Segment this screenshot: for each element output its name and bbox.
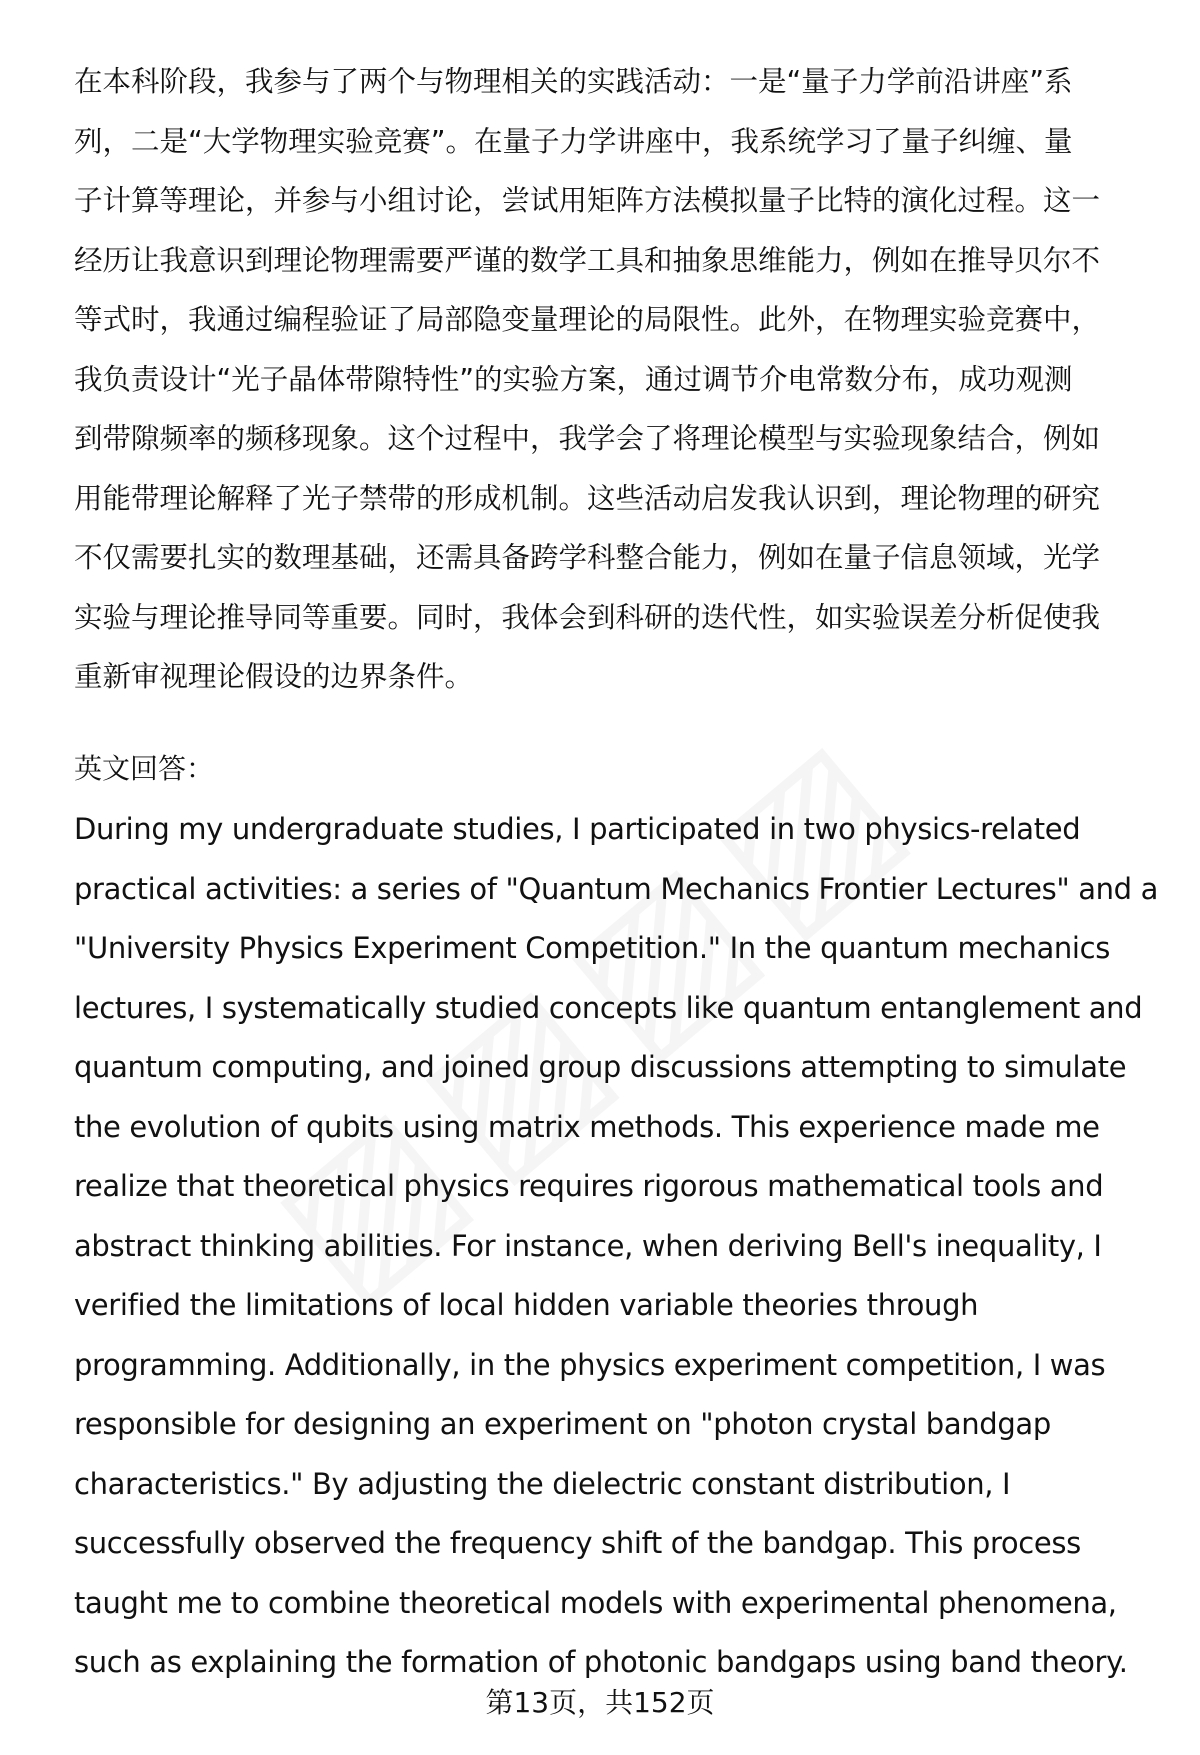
paragraph-line: 到带隙频率的频移现象。这个过程中，我学会了将理论模型与实验现象结合，例如 [74, 422, 1101, 455]
paragraph-line: realize that theoretical physics requires rigorous mathematical tools and [74, 1169, 1104, 1203]
paragraph-line: quantum computing, and joined group discussions attempting to simulate [74, 1050, 1127, 1084]
paragraph-line: successfully observed the frequency shift of the bandgap. This process [74, 1526, 1081, 1560]
paragraph-line: responsible for designing an experiment on "photon crystal bandgap [74, 1407, 1051, 1441]
page-number-footer: 第13页，共152页 [485, 1686, 715, 1719]
paragraph-line: 用能带理论解释了光子禁带的形成机制。这些活动启发我认识到，理论物理的研究 [74, 481, 1101, 515]
english-paragraph [74, 800, 1174, 1693]
paragraph-line: programming. Additionally, in the physics experiment competition, I was [74, 1347, 1106, 1382]
paragraph-line: taught me to combine theoretical models with experimental phenomena, [74, 1585, 1117, 1620]
paragraph-line: 子计算等理论，并参与小组讨论，尝试用矩阵方法模拟量子比特的演化过程。这一 [74, 184, 1101, 217]
paragraph-line: "University Physics Experiment Competition." In the quantum mechanics [74, 931, 1110, 965]
paragraph-line: 在本科阶段，我参与了两个与物理相关的实践活动：一是“量子力学前沿讲座”系 [74, 65, 1073, 98]
paragraph-line: 经历让我意识到理论物理需要严谨的数学工具和抽象思维能力，例如在推导贝尔不 [74, 243, 1101, 277]
paragraph-line: the evolution of qubits using matrix methods. This experience made me [74, 1109, 1100, 1144]
paragraph-line: practical activities: a series of "Quantum Mechanics Frontier Lectures" and a [74, 871, 1158, 906]
paragraph-line: 实验与理论推导同等重要。同时，我体会到科研的迭代性，如实验误差分析促使我 [74, 600, 1101, 634]
chinese-paragraph [74, 52, 1154, 707]
paragraph-line: verified the limitations of local hidden variable theories through [74, 1288, 979, 1322]
paragraph-line: 重新审视理论假设的边界条件。 [74, 660, 474, 693]
paragraph-line: such as explaining the formation of photonic bandgaps using band theory. [74, 1645, 1128, 1679]
paragraph-line: 我负责设计“光子晶体带隙特性”的实验方案，通过调节介电常数分布，成功观测 [74, 362, 1073, 396]
english-answer-heading: 英文回答： [74, 752, 215, 785]
paragraph-line: abstract thinking abilities. For instance, when deriving Bell's inequality, I [74, 1228, 1102, 1263]
paragraph-line: characteristics." By adjusting the dielectric constant distribution, I [74, 1466, 1011, 1501]
paragraph-line: 不仅需要扎实的数理基础，还需具备跨学科整合能力，例如在量子信息领域，光学 [74, 541, 1101, 574]
paragraph-line: lectures, I systematically studied concepts like quantum entanglement and [74, 990, 1143, 1025]
paragraph-line: During my undergraduate studies, I participated in two physics-related [74, 812, 1081, 846]
paragraph-line: 列，二是“大学物理实验竞赛”。在量子力学讲座中，我系统学习了量子纠缠、量 [74, 124, 1073, 158]
paragraph-line: 等式时，我通过编程验证了局部隐变量理论的局限性。此外，在物理实验竞赛中， [74, 303, 1101, 336]
